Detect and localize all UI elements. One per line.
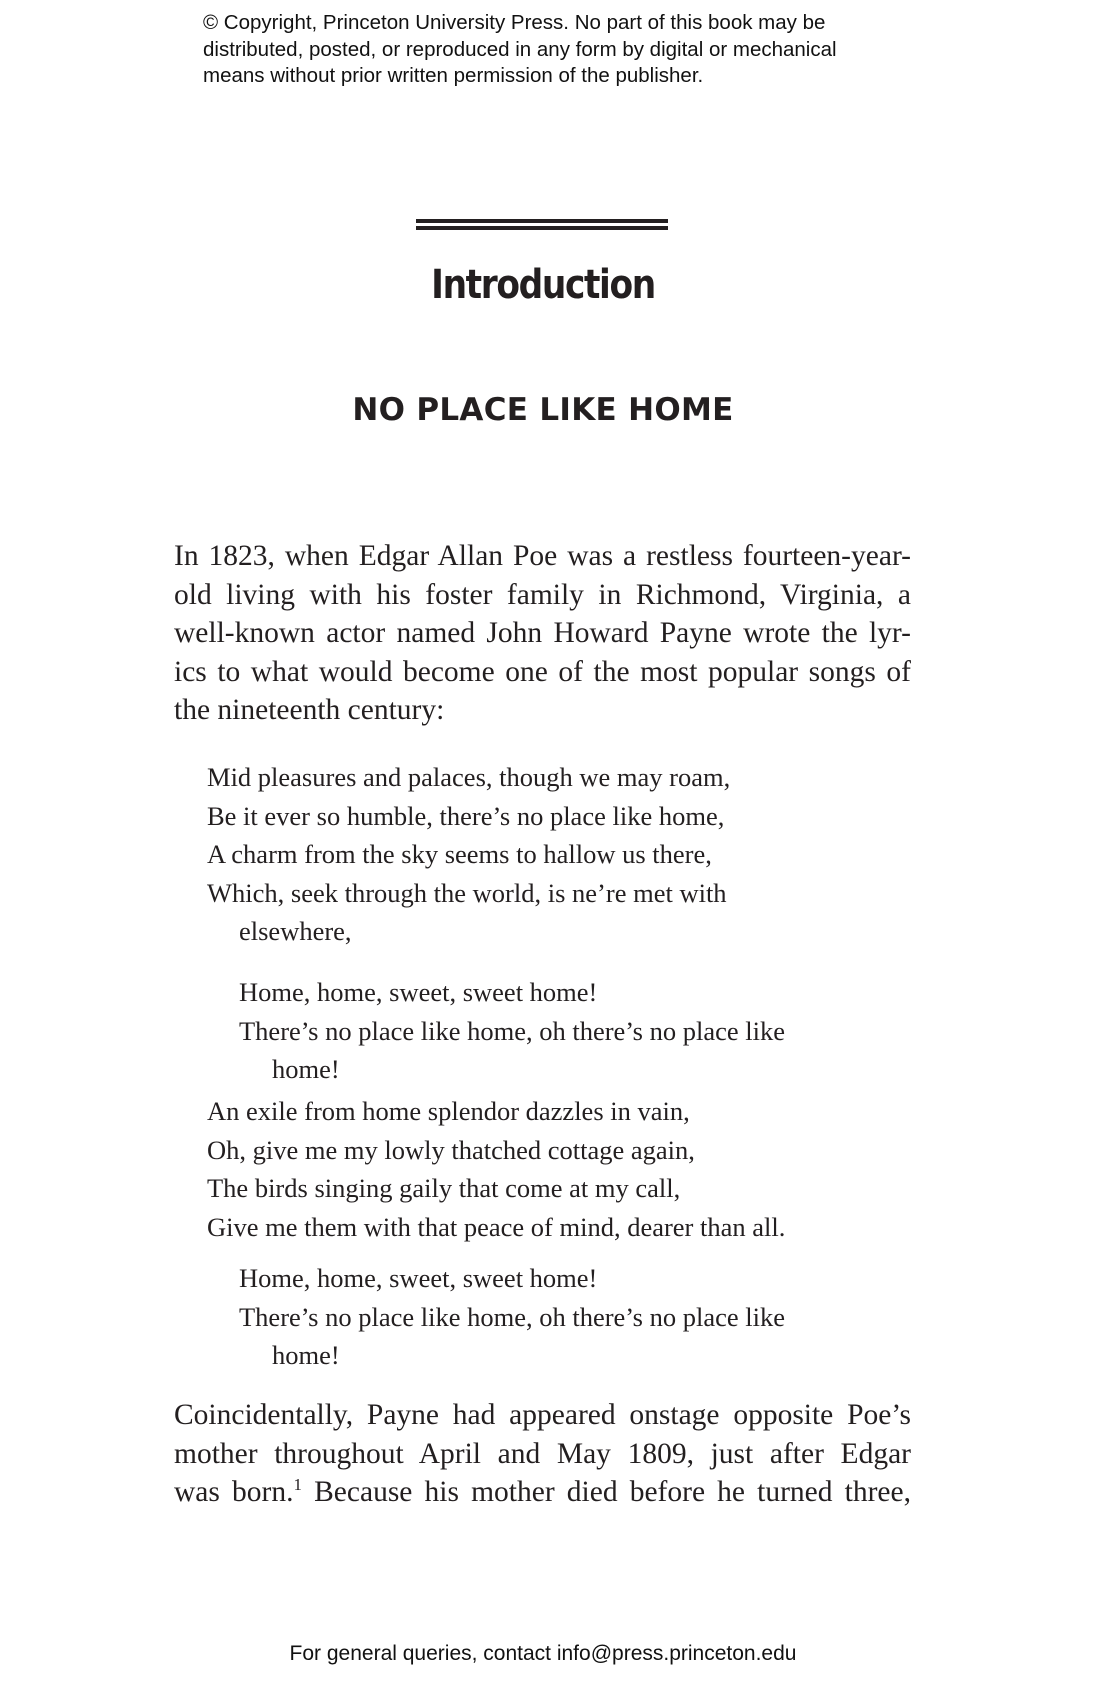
text-fragment: Because his mother died before he turned three, (301, 1476, 911, 1508)
chapter-title: Introduction (431, 262, 655, 308)
verse-stanza-2 (207, 1092, 785, 1246)
verse-refrain-2 (239, 1259, 785, 1375)
paragraph-intro (174, 537, 911, 730)
verse-line: Be it ever so humble, there’s no place like home, (207, 800, 725, 831)
text-line: mother throughout April and May 1809, just after Edgar (174, 1437, 911, 1470)
verse-line: There’s no place like home, oh there’s no place like (239, 1301, 785, 1332)
verse-line: A charm from the sky seems to hallow us there, (207, 839, 712, 869)
title-rule-top (416, 219, 668, 223)
verse-refrain-1 (239, 973, 785, 1089)
text-fragment: was born. (174, 1476, 294, 1508)
verse-line: Mid pleasures and palaces, though we may roam, (207, 762, 731, 792)
text-line: old living with his foster family in Richmond, Virginia, a (174, 578, 911, 611)
verse-line-turnover: elsewhere, (239, 916, 352, 946)
verse-line: Which, seek through the world, is ne’re met with (207, 877, 727, 908)
verse-line: Oh, give me my lowly thatched cottage again, (207, 1134, 695, 1165)
verse-line-turnover: home! (272, 1340, 340, 1370)
footnote-reference[interactable]: 1 (293, 1475, 302, 1494)
verse-line: The birds singing gaily that come at my call, (207, 1173, 681, 1203)
verse-stanza-1 (207, 758, 730, 951)
verse-line: There’s no place like home, oh there’s no place like (239, 1015, 785, 1046)
text-line: Coincidentally, Payne had appeared onstage opposite Poe’s (174, 1399, 911, 1431)
verse-line: Home, home, sweet, sweet home! (239, 977, 598, 1007)
text-line: well-known actor named John Howard Payne wrote the lyr- (174, 617, 911, 649)
footer-contact: For general queries, contact info@press.princeton.edu (289, 1642, 797, 1665)
chapter-subtitle: NO PLACE LIKE HOME (352, 392, 734, 428)
text-line: In 1823, when Edgar Allan Poe was a restless fourteen-year- (174, 540, 911, 572)
verse-line: Give me them with that peace of mind, dearer than all. (207, 1211, 786, 1242)
title-rule-bottom (416, 226, 668, 230)
text-line: ics to what would become one of the most popular songs of (174, 655, 911, 688)
copyright-line: © Copyright, Princeton University Press. No part of this book may be (203, 11, 826, 34)
verse-line: Home, home, sweet, sweet home! (239, 1263, 598, 1293)
verse-line: An exile from home splendor dazzles in vain, (207, 1096, 690, 1126)
copyright-line: means without prior written permission of the publisher. (203, 64, 704, 87)
paragraph-coincidence (174, 1396, 911, 1512)
text-line: the nineteenth century: (174, 694, 445, 726)
copyright-notice (203, 10, 983, 90)
text-line-with-note (174, 1473, 911, 1512)
verse-line-turnover: home! (272, 1054, 340, 1084)
copyright-line: distributed, posted, or reproduced in any form by digital or mechanical (203, 37, 837, 61)
